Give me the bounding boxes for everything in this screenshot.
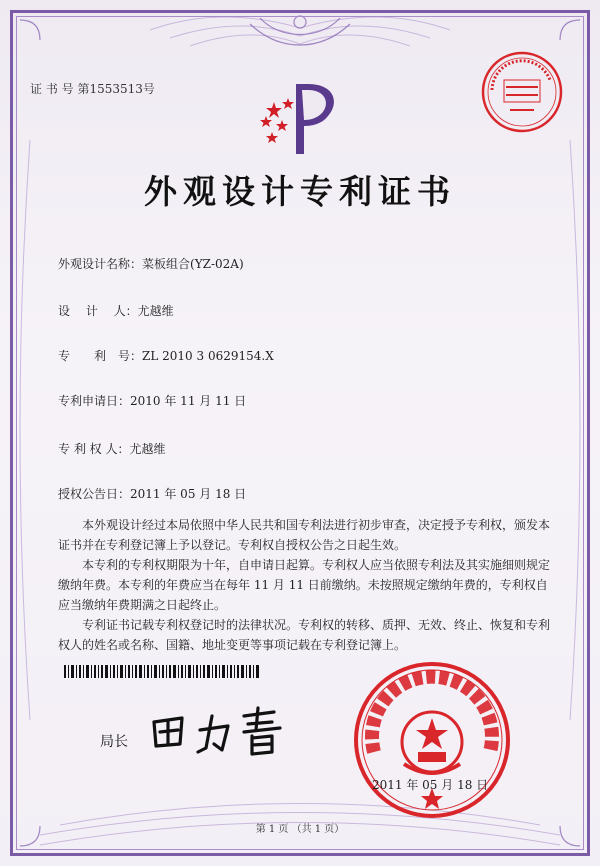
designer-row xyxy=(58,302,174,319)
grant-paragraph: 本外观设计经过本局依照中华人民共和国专利法进行初步审查，决定授予专利权，颁发本证书并在专利登记簿上予以登记。专利权自授权公告之日起生效。 xyxy=(58,518,551,552)
field-value: 菜板组合(YZ-02A) xyxy=(142,257,244,271)
director-label: 局长 xyxy=(100,734,128,750)
patent-number-row xyxy=(58,347,274,364)
field-value: 尤越维 xyxy=(137,304,174,318)
field-label: 外观设计名称： xyxy=(58,257,143,271)
certificate-title: 外观设计专利证书 xyxy=(144,172,456,211)
field-label: 授权公告日： xyxy=(58,487,131,501)
seal-date: 2011 年 05 月 18 日 xyxy=(372,778,489,792)
legal-status-paragraph: 专利证书记载专利权登记时的法律状况。专利权的转移、质押、无效、终止、恢复和专利权人的姓名或名称、国籍、地址变更等事项记载在专利登记簿上。 xyxy=(58,618,551,652)
sipo-logo-icon xyxy=(256,80,340,158)
term-paragraph: 本专利的专利权期限为十年，自申请日起算。专利权人应当依照专利法及其实施细则规定缴纳年费。本专利的年费应当在每年 11 月 11 日前缴纳。未按照规定缴纳年费的，专利权自应当缴纳年费期满之日起终止。 xyxy=(58,558,551,612)
tax-stamp-seal xyxy=(480,50,564,134)
filing-date-row xyxy=(58,392,246,409)
design-name-row xyxy=(58,255,244,272)
patentee-row xyxy=(58,440,165,457)
field-value: 2010 年 11 月 11 日 xyxy=(130,394,247,408)
field-value: ZL 2010 3 0629154.X xyxy=(142,349,274,363)
certificate-number: 证 书 号 第1553513号 xyxy=(30,82,155,96)
field-label: 专 利 号： xyxy=(58,349,143,363)
field-value: 2011 年 05 月 18 日 xyxy=(130,487,247,501)
barcode xyxy=(64,665,260,678)
page-indicator: 第 1 页 （共 1 页） xyxy=(255,824,345,835)
national-ip-office-seal xyxy=(352,660,512,820)
field-value: 尤越维 xyxy=(129,442,166,456)
director-signature xyxy=(148,700,298,760)
field-label: 专利申请日： xyxy=(58,394,131,408)
grant-date-row xyxy=(58,485,246,502)
field-label: 设 计 人： xyxy=(58,304,138,318)
field-label: 专 利 权 人： xyxy=(58,442,130,456)
